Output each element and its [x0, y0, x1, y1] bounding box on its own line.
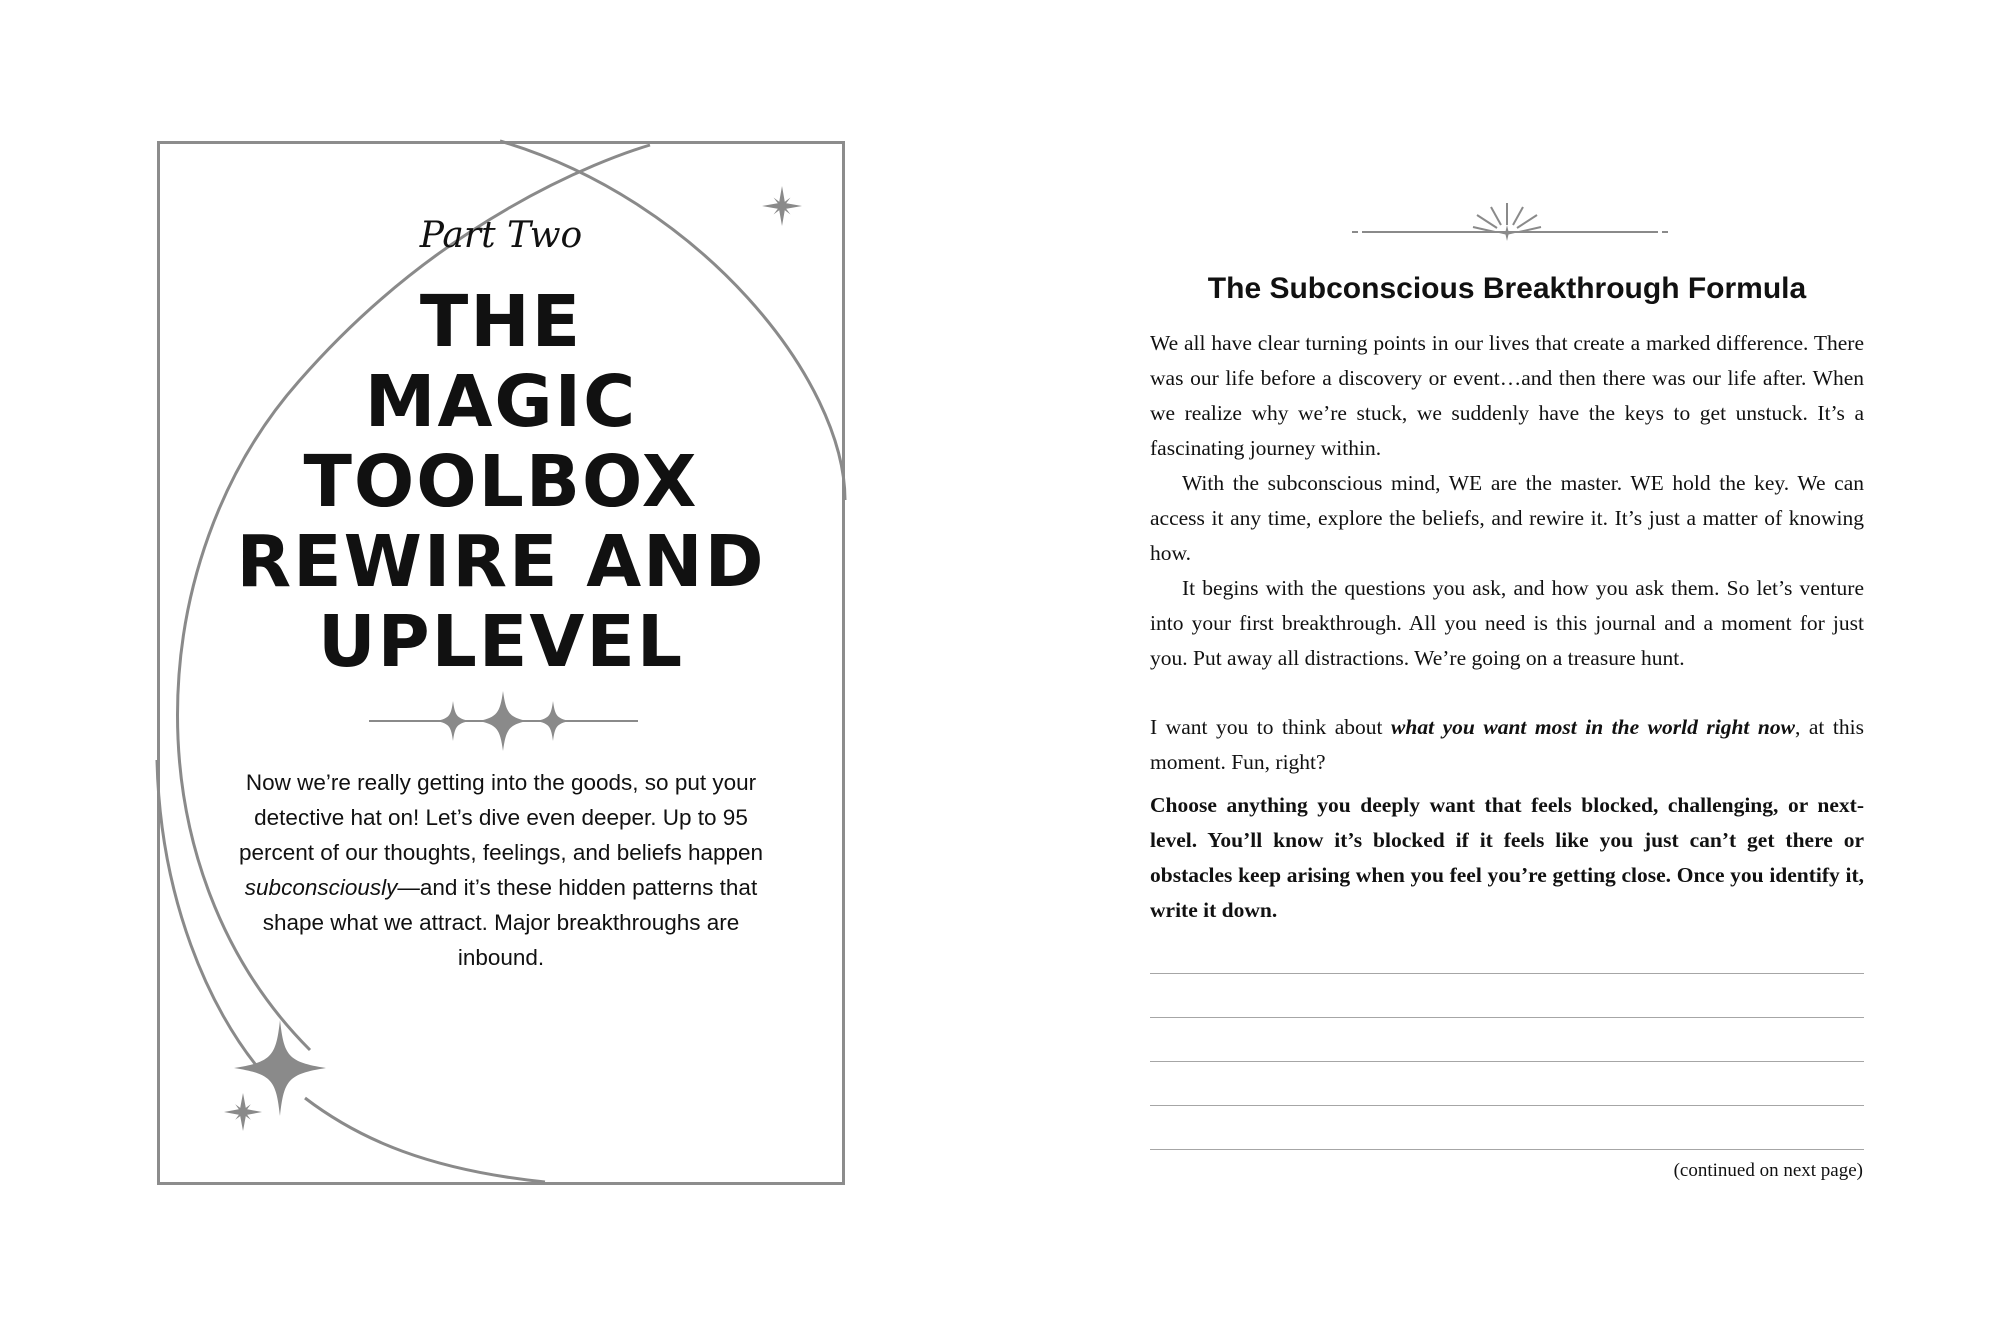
continued-note: (continued on next page) — [1673, 1160, 1863, 1181]
body-paragraph: We all have clear turning points in our lives that create a marked difference. There was our life before a discovery or event…and then there was our life after. When we realize why we’re stuck, we suddenly have the keys to get unstuck. It’s a fascinating journey within. — [1150, 331, 1864, 460]
prompt-paragraph — [1150, 710, 1864, 780]
title-line: UPLEVEL — [317, 600, 685, 683]
intro-text-end: —and it’s these hidden patterns that shape what we attract. Major breakthroughs are inbound. — [262, 875, 758, 970]
intro-text: Now we’re really getting into the goods, so put your detective hat on! Let’s dive even deeper. Up to 95 percent of our thoughts, feelings, and beliefs happen — [238, 770, 764, 865]
intro-emphasis: subconsciously — [244, 875, 398, 900]
title-line: MAGIC — [364, 360, 638, 443]
section-title: The Subconscious Breakthrough Formula — [1207, 272, 1807, 305]
title-line: TOOLBOX — [303, 440, 699, 523]
writing-line[interactable] — [1150, 1061, 1864, 1062]
title-line: REWIRE AND — [236, 520, 766, 603]
part-label: Part Two — [419, 215, 583, 256]
prompt-emphasis: what you want most in the world right now — [1391, 715, 1795, 739]
prompt-text-end: , at this moment. Fun, right? — [1150, 715, 1864, 774]
prompt-text: I want you to think about — [1150, 715, 1392, 739]
body-paragraph: With the subconscious mind, WE are the master. WE hold the key. We can access it any time, explore the beliefs, and rewire it. It’s just a matter of knowing how. — [1150, 471, 1864, 565]
body-paragraph: It begins with the questions you ask, and how you ask them. So let’s venture into your first breakthrough. All you need is this journal and a moment for just you. Put away all distractions. We’re going on a treasure hunt. — [1150, 576, 1864, 670]
part-title — [157, 282, 845, 682]
title-line: THE — [419, 280, 583, 363]
writing-line[interactable] — [1150, 1017, 1864, 1018]
writing-line[interactable] — [1150, 1149, 1864, 1150]
part-intro — [237, 765, 765, 975]
writing-line[interactable] — [1150, 1105, 1864, 1106]
instruction-paragraph: Choose anything you deeply want that feels blocked, challenging, or next-level. You’ll know it’s blocked if it feels like you just can’t get there or obstacles keep arising when you feel you’re getting close. Once you identify it, write it down. — [1150, 793, 1864, 922]
writing-line[interactable] — [1150, 973, 1864, 974]
sunburst-divider-icon — [1352, 203, 1668, 241]
